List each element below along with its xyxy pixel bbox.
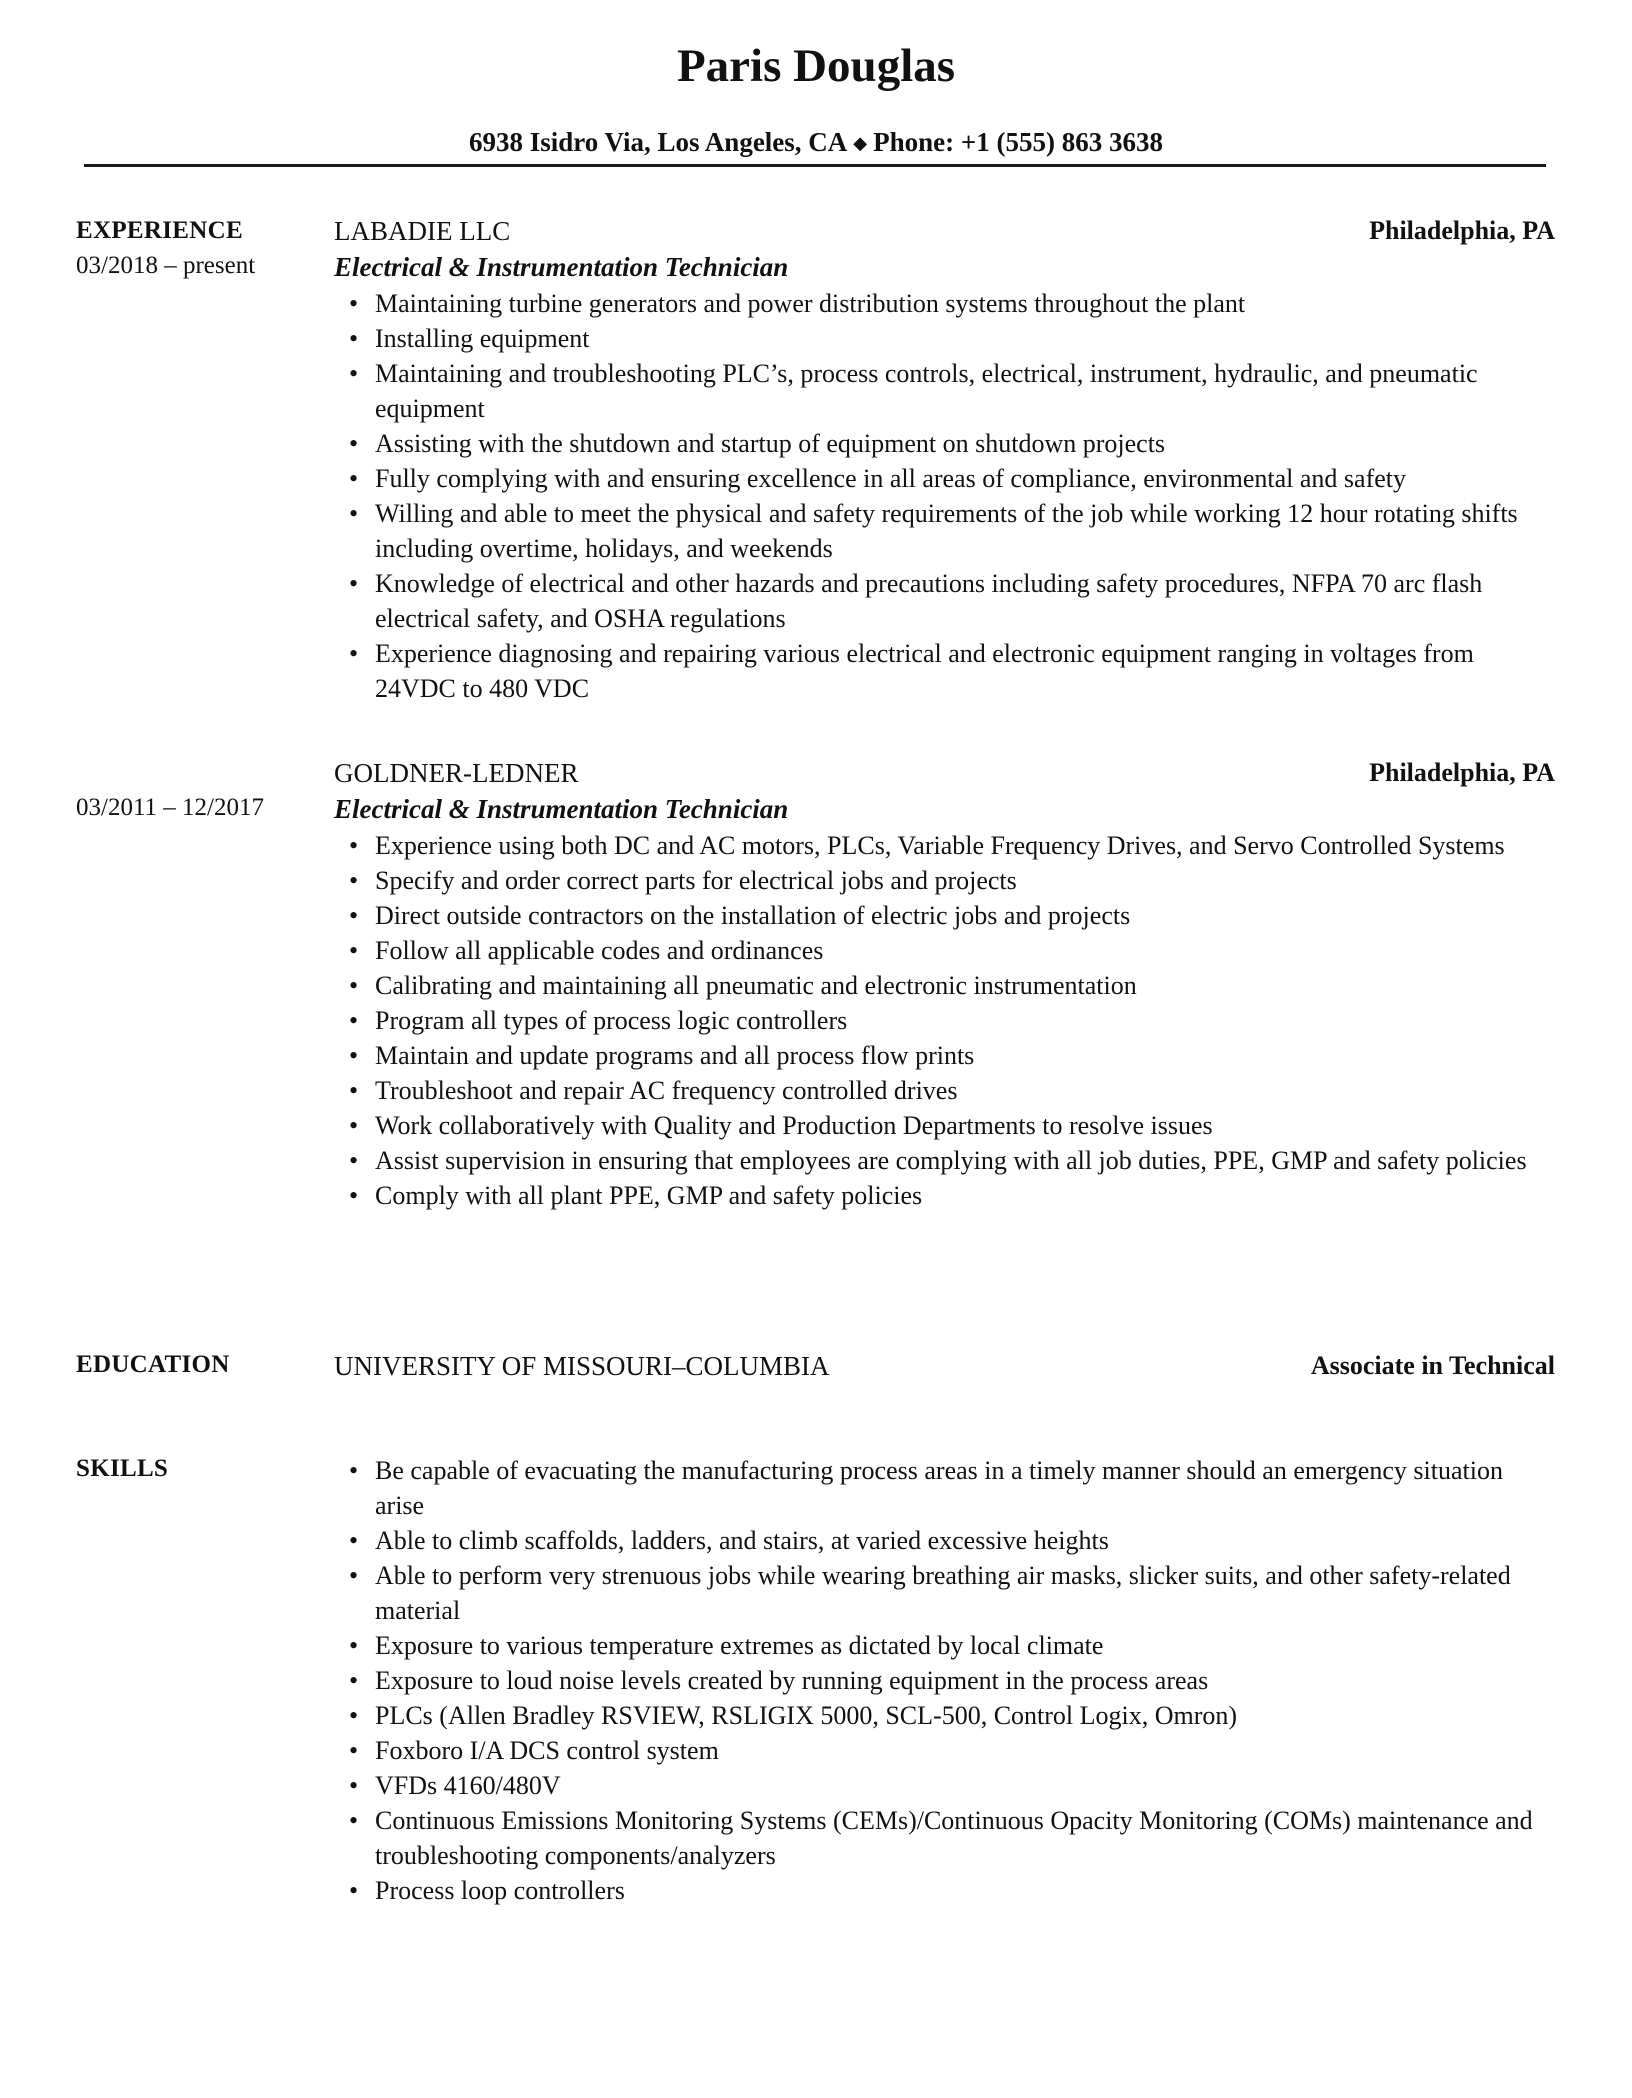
- address: 6938 Isidro Via, Los Angeles, CA: [468, 127, 848, 157]
- list-item: • Able to perform very strenuous jobs while wearing breathing air masks, slicker suits, and other safety-related material: [334, 1558, 1552, 1628]
- list-item: • PLCs (Allen Bradley RSVIEW, RSLIGIX 5000, SCL-500, Control Logix, Omron): [334, 1698, 1552, 1733]
- list-item: • Direct outside contractors on the installation of electric jobs and projects: [334, 898, 1552, 933]
- header-divider: [84, 164, 1546, 167]
- list-item: • Foxboro I/A DCS control system: [334, 1733, 1552, 1768]
- job-2-role: Electrical & Instrumentation Technician: [334, 794, 789, 824]
- list-item: • Exposure to loud noise levels created by running equipment in the process areas: [334, 1663, 1552, 1698]
- list-item: • Maintain and update programs and all process flow prints: [334, 1038, 1552, 1073]
- contact-line: [0, 124, 1632, 161]
- job-2-header: [334, 756, 1555, 790]
- list-item: • Be capable of evacuating the manufacturing process areas in a timely manner should an emergency situation arise: [334, 1453, 1552, 1523]
- section-label-skills: SKILLS: [76, 1455, 169, 1482]
- list-item: • Maintaining turbine generators and power distribution systems throughout the plant: [334, 286, 1552, 321]
- diamond-separator-icon: ◆: [853, 133, 868, 153]
- list-item: • Process loop controllers: [334, 1873, 1552, 1908]
- education-school: UNIVERSITY OF MISSOURI–COLUMBIA: [334, 1351, 830, 1381]
- phone: Phone: +1 (555) 863 3638: [873, 127, 1164, 157]
- candidate-name: Paris Douglas: [676, 40, 956, 92]
- list-item: • Experience diagnosing and repairing various electrical and electronic equipment ranging in voltages from 24VDC to 480 VDC: [334, 636, 1552, 706]
- job-2-company: GOLDNER-LEDNER: [334, 758, 579, 788]
- list-item: • Installing equipment: [334, 321, 1552, 356]
- list-item: • Comply with all plant PPE, GMP and safety policies: [334, 1178, 1552, 1213]
- list-item: • Program all types of process logic controllers: [334, 1003, 1552, 1038]
- job-1-role: Electrical & Instrumentation Technician: [334, 252, 789, 282]
- list-item: • Experience using both DC and AC motors, PLCs, Variable Frequency Drives, and Servo Controlled Systems: [334, 828, 1552, 863]
- job-2-bullets: [334, 828, 1552, 1213]
- job-1-dates: 03/2018 – present: [76, 252, 256, 279]
- list-item: • Work collaboratively with Quality and Production Departments to resolve issues: [334, 1108, 1552, 1143]
- list-item: • Specify and order correct parts for electrical jobs and projects: [334, 863, 1552, 898]
- list-item: • Willing and able to meet the physical and safety requirements of the job while working 12 hour rotating shifts including overtime, holidays, and weekends: [334, 496, 1552, 566]
- section-label-education: EDUCATION: [76, 1351, 230, 1378]
- list-item: • Assist supervision in ensuring that employees are complying with all job duties, PPE, GMP and safety policies: [334, 1143, 1552, 1178]
- list-item: • Assisting with the shutdown and startup of equipment on shutdown projects: [334, 426, 1552, 461]
- list-item: • VFDs 4160/480V: [334, 1768, 1552, 1803]
- education-header: [334, 1349, 1555, 1383]
- job-1-header: [334, 214, 1555, 248]
- list-item: • Follow all applicable codes and ordinances: [334, 933, 1552, 968]
- skills-bullets: [334, 1453, 1552, 1908]
- section-label-experience: EXPERIENCE: [76, 217, 243, 244]
- list-item: • Calibrating and maintaining all pneumatic and electronic instrumentation: [334, 968, 1552, 1003]
- job-1-location: Philadelphia, PA: [1369, 216, 1555, 245]
- job-1-company: LABADIE LLC: [334, 216, 511, 246]
- list-item: • Continuous Emissions Monitoring Systems (CEMs)/Continuous Opacity Monitoring (COMs) maintenance and troubleshooting components/analyzers: [334, 1803, 1552, 1873]
- job-2-location: Philadelphia, PA: [1369, 758, 1555, 787]
- list-item: • Knowledge of electrical and other hazards and precautions including safety procedures, NFPA 70 arc flash electrical safety, and OSHA regulations: [334, 566, 1552, 636]
- list-item: • Maintaining and troubleshooting PLC’s, process controls, electrical, instrument, hydraulic, and pneumatic equipment: [334, 356, 1552, 426]
- list-item: • Fully complying with and ensuring excellence in all areas of compliance, environmental and safety: [334, 461, 1552, 496]
- job-1-bullets: [334, 286, 1552, 706]
- list-item: • Exposure to various temperature extremes as dictated by local climate: [334, 1628, 1552, 1663]
- list-item: • Troubleshoot and repair AC frequency controlled drives: [334, 1073, 1552, 1108]
- education-degree: Associate in Technical: [1310, 1351, 1555, 1380]
- list-item: • Able to climb scaffolds, ladders, and stairs, at varied excessive heights: [334, 1523, 1552, 1558]
- job-2-dates: 03/2011 – 12/2017: [76, 794, 264, 821]
